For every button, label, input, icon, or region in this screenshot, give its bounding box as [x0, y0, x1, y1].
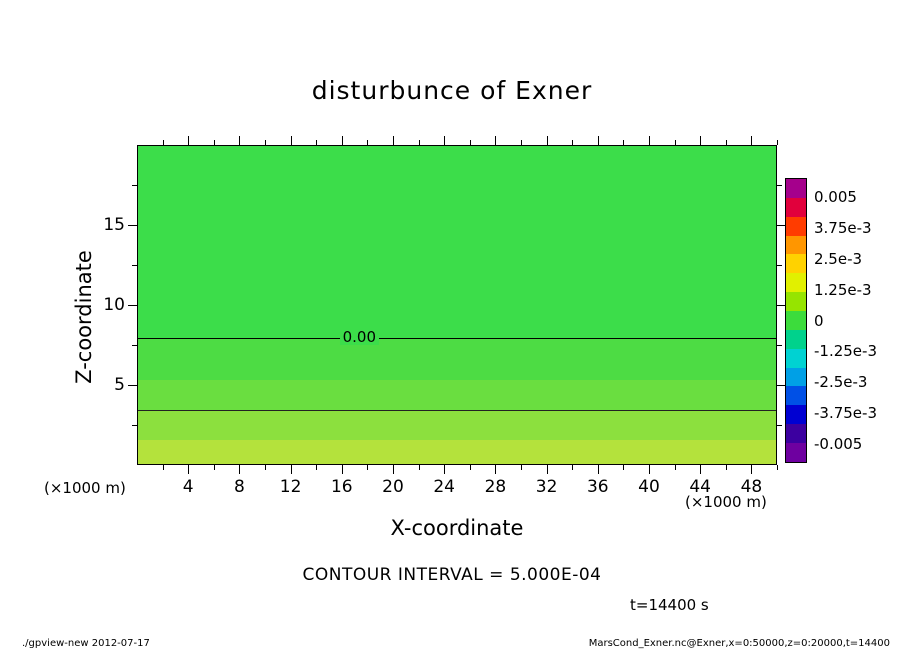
x-axis-tick — [393, 465, 394, 474]
y-axis-tick — [777, 185, 782, 186]
time-label: t=14400 s — [630, 596, 709, 614]
x-axis-tick — [470, 140, 471, 145]
x-axis-tick — [265, 140, 266, 145]
colorbar-cell — [786, 443, 806, 462]
x-tick-label: 28 — [484, 477, 507, 497]
z-axis-units: (×1000 m) — [44, 479, 126, 497]
x-axis-tick — [342, 136, 343, 145]
colorbar-tick-label: -0.005 — [814, 435, 863, 453]
colorbar-cell — [786, 179, 806, 198]
y-tick-label: 15 — [103, 215, 125, 235]
x-axis-tick — [649, 465, 650, 474]
colorbar-cell — [786, 273, 806, 292]
y-tick-label: 5 — [114, 375, 125, 395]
x-axis-tick — [239, 136, 240, 145]
x-axis-tick — [623, 140, 624, 145]
y-axis-tick — [132, 345, 137, 346]
x-axis-tick — [444, 136, 445, 145]
x-axis-tick — [419, 465, 420, 470]
y-axis-tick — [132, 185, 137, 186]
y-axis-tick — [132, 265, 137, 266]
x-axis-tick — [521, 140, 522, 145]
x-tick-label: 36 — [586, 477, 609, 497]
x-axis-tick — [419, 140, 420, 145]
x-axis-tick — [163, 465, 164, 470]
y-axis-tick — [777, 265, 782, 266]
x-axis-tick — [367, 465, 368, 470]
y-axis-tick — [132, 425, 137, 426]
x-axis-tick — [239, 465, 240, 474]
y-axis-tick — [777, 385, 786, 386]
x-axis-tick — [726, 465, 727, 470]
x-axis-tick — [265, 465, 266, 470]
colorbar-cell — [786, 405, 806, 424]
x-axis-tick — [751, 136, 752, 145]
x-axis-tick — [675, 140, 676, 145]
colorbar-cell — [786, 330, 806, 349]
y-axis-tick — [128, 305, 137, 306]
x-axis-tick — [572, 465, 573, 470]
x-tick-label: 4 — [182, 477, 194, 497]
x-axis-tick — [521, 465, 522, 470]
x-axis-tick — [598, 136, 599, 145]
contour-band — [138, 146, 776, 338]
x-axis-tick — [598, 465, 599, 474]
x-axis-label: X-coordinate — [390, 516, 524, 540]
x-tick-label: 32 — [535, 477, 558, 497]
x-axis-tick — [700, 136, 701, 145]
x-axis-tick — [751, 465, 752, 474]
x-tick-label: 44 — [689, 477, 712, 497]
colorbar-cell — [786, 386, 806, 405]
contour-band — [138, 338, 776, 380]
colorbar-tick-label: -3.75e-3 — [814, 404, 877, 423]
colorbar-cell — [786, 424, 806, 443]
colorbar-cell — [786, 368, 806, 387]
x-axis-tick — [316, 465, 317, 470]
footer-left-text: ./gpview-new 2012-07-17 — [22, 638, 150, 649]
x-axis-tick — [649, 136, 650, 145]
x-tick-label: 20 — [382, 477, 404, 497]
chart-title: disturbunce of Exner — [311, 76, 593, 105]
colorbar-tick-label: 0 — [814, 311, 824, 330]
x-tick-label: 8 — [233, 477, 245, 497]
y-axis-tick — [777, 225, 786, 226]
colorbar-tick-label: -2.5e-3 — [814, 373, 868, 392]
contour-interval-text: CONTOUR INTERVAL = 5.000E-04 — [302, 565, 602, 585]
footer-right-text: MarsCond_Exner.nc@Exner,x=0:50000,z=0:20000,t=14400 — [588, 638, 890, 649]
y-tick-label: 10 — [103, 295, 125, 315]
colorbar-tick-label: 3.75e-3 — [814, 218, 872, 237]
contour-line — [138, 410, 776, 411]
y-axis-tick — [777, 425, 782, 426]
x-tick-label: 40 — [638, 477, 660, 497]
y-axis-tick — [777, 305, 786, 306]
contour-label: 0.00 — [340, 330, 379, 345]
x-axis-tick — [700, 465, 701, 474]
x-axis-tick — [623, 465, 624, 470]
x-tick-label: 16 — [330, 477, 353, 497]
contour-line — [138, 338, 776, 339]
x-axis-tick — [316, 140, 317, 145]
x-axis-tick — [495, 465, 496, 474]
x-axis-tick — [188, 136, 189, 145]
x-axis-tick — [470, 465, 471, 470]
x-tick-label: 12 — [279, 477, 302, 497]
x-axis-tick — [214, 140, 215, 145]
colorbar-tick-label: 1.25e-3 — [814, 280, 872, 299]
colorbar-tick-label: 0.005 — [814, 188, 857, 206]
y-axis-tick — [128, 385, 137, 386]
x-axis-tick — [547, 465, 548, 474]
x-axis-tick — [495, 136, 496, 145]
x-axis-tick — [572, 140, 573, 145]
x-axis-tick — [675, 465, 676, 470]
y-axis-tick — [777, 345, 782, 346]
x-axis-tick — [214, 465, 215, 470]
colorbar-cell — [786, 236, 806, 255]
x-axis-tick — [777, 465, 778, 470]
colorbar-cell — [786, 292, 806, 311]
plot-area — [137, 145, 777, 465]
contour-band — [138, 380, 776, 410]
x-axis-tick — [393, 136, 394, 145]
y-axis-tick — [128, 225, 137, 226]
x-axis-tick — [367, 140, 368, 145]
x-axis-tick — [726, 140, 727, 145]
colorbar-cell — [786, 198, 806, 217]
contour-band — [138, 410, 776, 440]
x-axis-tick — [444, 465, 445, 474]
colorbar-tick-label: -1.25e-3 — [814, 342, 877, 361]
x-tick-label: 48 — [740, 477, 763, 497]
colorbar-cell — [786, 254, 806, 273]
colorbar-tick-label: 2.5e-3 — [814, 249, 863, 268]
x-axis-tick — [777, 140, 778, 145]
x-axis-units: (×1000 m) — [685, 493, 767, 511]
colorbar — [785, 178, 807, 463]
colorbar-cell — [786, 311, 806, 330]
x-axis-tick — [547, 136, 548, 145]
x-axis-tick — [342, 465, 343, 474]
x-axis-tick — [291, 465, 292, 474]
y-axis-label: Z-coordinate — [72, 250, 96, 384]
colorbar-cell — [786, 217, 806, 236]
x-axis-tick — [291, 136, 292, 145]
x-axis-tick — [188, 465, 189, 474]
x-tick-label: 24 — [433, 477, 456, 497]
x-axis-tick — [163, 140, 164, 145]
colorbar-cell — [786, 349, 806, 368]
contour-band — [138, 440, 776, 465]
